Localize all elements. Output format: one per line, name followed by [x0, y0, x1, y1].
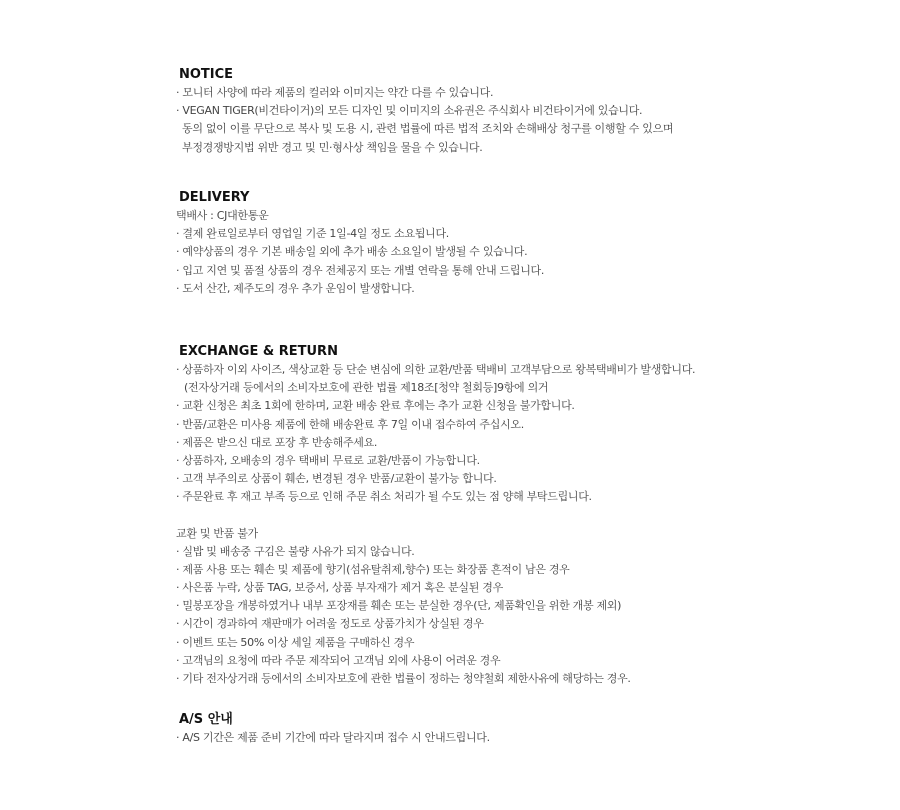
delivery-line: · 도서 산간, 제주도의 경우 추가 운임이 발생합니다.: [176, 281, 415, 295]
exchange-line: · 반품/교환은 미사용 제품에 한해 배송완료 후 7일 이내 접수하여 주십시오.: [176, 417, 524, 431]
exchange-line: · 교환 신청은 최초 1회에 한하며, 교환 배송 완료 후에는 추가 교환 신청을 불가합니다.: [176, 399, 575, 413]
notice-section: [176, 66, 816, 157]
no-return-line: · 기타 전자상거래 등에서의 소비자보호에 관한 법률이 정하는 청약철회 제한사유에 해당하는 경우.: [176, 672, 631, 685]
no-return-line: · 실밥 및 배송중 구김은 불량 사유가 되지 않습니다.: [176, 544, 415, 558]
no-return-line: · 고객님의 요청에 따라 주문 제작되어 고객님 외에 사용이 어려운 경우: [176, 653, 501, 667]
exchange-heading: EXCHANGE & RETURN: [179, 344, 338, 359]
no-return-line: · 제품 사용 또는 훼손 및 제품에 향기(섬유탈취제,향수) 또는 화장품 흔적이 남은 경우: [176, 562, 570, 576]
no-return-line: · 사은품 누락, 상품 TAG, 보증서, 상품 부자재가 제거 혹은 분실된 경우: [176, 581, 503, 595]
delivery-line: · 예약상품의 경우 기본 배송일 외에 추가 배송 소요일이 발생될 수 있습니다.: [176, 245, 528, 259]
exchange-line: · 상품하자, 오배송의 경우 택배비 무료로 교환/반품이 가능합니다.: [176, 453, 480, 467]
as-heading: A/S 안내: [179, 712, 233, 727]
exchange-line: · 고객 부주의로 상품이 훼손, 변경된 경우 반품/교환이 불가능 합니다.: [176, 472, 497, 486]
no-return-line: · 시간이 경과하여 재판매가 어려울 정도로 상품가치가 상실된 경우: [176, 617, 484, 631]
notice-line: · VEGAN TIGER(비건타이거)의 모든 디자인 및 이미지의 소유권은 주식회사 비건타이거에 있습니다.: [176, 104, 643, 118]
exchange-line: · 주문완료 후 재고 부족 등으로 인해 주문 취소 처리가 될 수도 있는 점 양해 부탁드립니다.: [176, 490, 592, 504]
no-return-subtitle: 교환 및 반품 불가: [176, 526, 258, 540]
no-return-line: · 이벤트 또는 50% 이상 세일 제품을 구매하신 경우: [176, 635, 415, 649]
delivery-line: · 결제 완료일로부터 영업일 기준 1일-4일 정도 소요됩니다.: [176, 227, 450, 241]
delivery-courier: 택배사 : CJ대한통운: [176, 209, 269, 222]
exchange-line: · 상품하자 이외 사이즈, 색상교환 등 단순 변심에 의한 교환/반품 택배비 고객부담으로 왕복택배비가 발생합니다.: [176, 363, 696, 376]
delivery-section: [176, 189, 816, 298]
as-section: [176, 711, 816, 747]
delivery-line: · 입고 지연 및 품절 상품의 경우 전체공지 또는 개별 연락을 통해 안내 드립니다.: [176, 263, 545, 277]
delivery-heading: DELIVERY: [179, 190, 250, 205]
exchange-line: (전자상거래 등에서의 소비자보호에 관한 법률 제18조[청약 철회등]9항에 의거: [184, 381, 549, 395]
notice-heading: NOTICE: [179, 67, 234, 82]
exchange-line: · 제품은 받으신 대로 포장 후 반송해주세요.: [176, 435, 378, 449]
notice-line: 부정경쟁방지법 위반 경고 및 민·형사상 책임을 물을 수 있습니다.: [182, 140, 483, 154]
exchange-return-section: [176, 343, 816, 688]
no-return-line: · 밀봉포장을 개봉하였거나 내부 포장재를 훼손 또는 분실한 경우(단, 제품확인을 위한 개봉 제외): [176, 599, 622, 613]
spacer: [176, 507, 816, 525]
notice-line: · 모니터 사양에 따라 제품의 컬러와 이미지는 약간 다를 수 있습니다.: [176, 86, 494, 99]
as-line: · A/S 기간은 제품 준비 기간에 따라 달라지며 접수 시 안내드립니다.: [176, 731, 490, 744]
notice-line: 동의 없이 이를 무단으로 복사 및 도용 시, 관련 법률에 따른 법적 조치와 손해배상 청구를 이행할 수 있으며: [182, 122, 674, 136]
